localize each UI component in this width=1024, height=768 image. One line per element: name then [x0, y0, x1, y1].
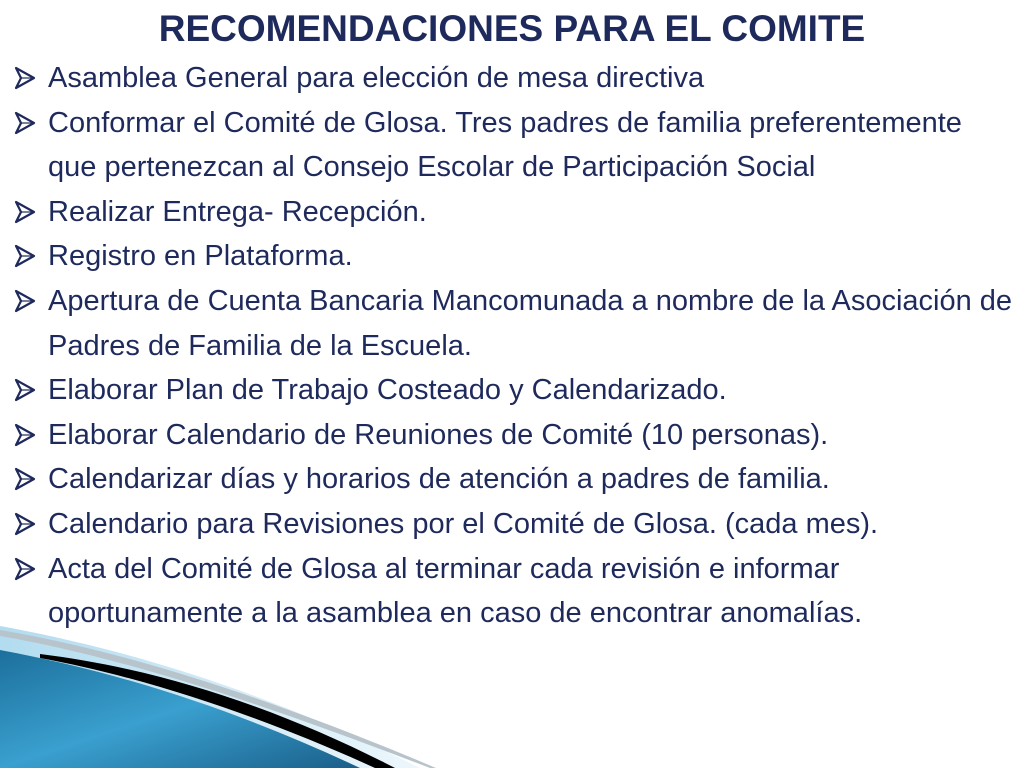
arrow-bullet-icon — [14, 190, 48, 234]
arrow-bullet-icon — [14, 547, 48, 591]
arrow-bullet-icon — [14, 368, 48, 412]
arrow-bullet-icon — [14, 502, 48, 546]
arrow-bullet-icon — [14, 56, 48, 100]
recommendations-list — [14, 56, 1014, 636]
list-item — [14, 457, 1014, 502]
arrow-bullet-icon — [14, 457, 48, 501]
slide-title: RECOMENDACIONES PARA EL COMITE — [158, 8, 866, 49]
list-item — [14, 56, 1014, 101]
list-item-text: Apertura de Cuenta Bancaria Mancomunada a nombre de la Asociación de Padres de Familia de la Escuela. — [48, 284, 1013, 362]
list-item-text: Calendarizar días y horarios de atención a padres de familia. — [48, 463, 830, 496]
list-item-text: Calendario para Revisiones por el Comité de Glosa. (cada mes). — [48, 507, 879, 540]
arrow-bullet-icon — [14, 234, 48, 278]
list-item — [14, 279, 1014, 368]
list-item-text: Asamblea General para elección de mesa directiva — [48, 62, 705, 94]
list-item — [14, 101, 1014, 190]
list-item — [14, 234, 1014, 279]
list-item-text: Registro en Plataforma. — [48, 240, 353, 273]
list-item — [14, 547, 1014, 636]
list-item — [14, 190, 1014, 235]
list-item — [14, 413, 1014, 458]
arrow-bullet-icon — [14, 101, 48, 145]
arrow-bullet-icon — [14, 279, 48, 323]
list-item-text: Elaborar Plan de Trabajo Costeado y Calendarizado. — [48, 374, 727, 407]
list-item-text: Acta del Comité de Glosa al terminar cada revisión e informar oportunamente a la asamblea en caso de encontrar anomalías. — [48, 552, 863, 630]
list-item-text: Realizar Entrega- Recepción. — [48, 195, 427, 228]
arrow-bullet-icon — [14, 413, 48, 457]
list-item — [14, 502, 1014, 547]
list-item — [14, 368, 1014, 413]
list-item-text: Conformar el Comité de Glosa. Tres padres de familia preferentemente que pertenezcan al Consejo Escolar de Participación Social — [48, 106, 962, 184]
list-item-text: Elaborar Calendario de Reuniones de Comité (10 personas). — [48, 418, 829, 451]
